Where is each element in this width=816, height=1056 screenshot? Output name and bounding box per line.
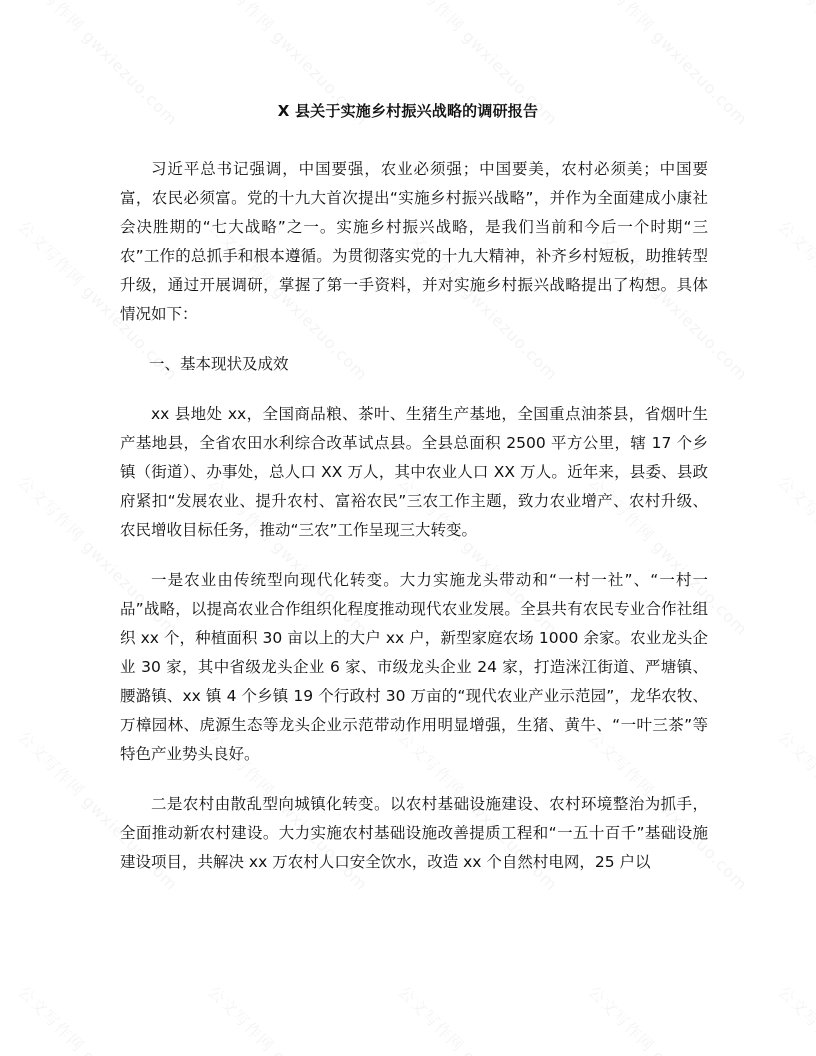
watermark-text	[394, 980, 564, 1056]
intro-paragraph: 习近平总书记强调，中国要强，农业必须强；中国要美，农村必须美；中国要富，农民必须富。党的十九大首次提出“实施乡村振兴战略”，并作为全面建成小康社会决胜期的“七大战略”之一。实施乡村振兴战略，是我们当前和今后一个时期“三农”工作的总抓手和根本遵循。为贯彻落实党的十九大精神，补齐乡村短板，助推转型升级，通过开展调研，掌握了第一手资料，并对实施乡村振兴战略提出了构想。具体情况如下：	[120, 160, 708, 323]
section-heading: 一、基本现状及成效	[149, 355, 289, 373]
agriculture-paragraph: 一是农业由传统型向现代化转变。大力实施龙头带动和“一村一社”、“一村一品”战略，以提高农业合作组织化程度推动现代农业发展。全县共有农民专业合作社组织 xx 个，种植面积 30 亩以上的大户 xx 户，新型家庭农场 1000 余家。农业龙头企业 30 家，其中省级龙头企业 6 家、市级龙头企业 24 家，打造洣江街道、严塘镇、腰潞镇、xx 镇 4 个乡镇 19 个行政村 30 万亩的“现代农业产业示范园”，龙华农牧、万樟园林、虎源生态等龙头企业示范带动作用明显增强，生猪、黄牛、“一叶三茶”等特色产业势头良好。	[120, 571, 708, 763]
rural-paragraph: 二是农村由散乱型向城镇化转变。以农村基础设施建设、农村环境整治为抓手，全面推动新农村建设。大力实施农村基础设施改善提质工程和“一五十百千”基础设施建设项目，共解决 xx 万农村人口安全饮水，改造 xx 个自然村电网，25 户以	[120, 795, 708, 871]
watermark-text	[204, 980, 374, 1056]
county-overview-paragraph: xx 县地处 xx，全国商品粮、茶叶、生猪生产基地，全国重点油茶县，省烟叶生产基地县，全省农田水利综合改革试点县。全县总面积 2500 平方公里，辖 17 个乡镇（街道）、办事处，总人口 XX 万人，其中农业人口 XX 万人。近年来，县委、县政府紧扣“发展农业、提升农村、富裕农民”三农工作主题，致力农业增产、农村升级、农民增收目标任务，推动“三农”工作呈现三大转变。	[120, 405, 708, 539]
document-title: X 县关于实施乡村振兴战略的调研报告	[277, 102, 539, 120]
watermark-text	[774, 725, 816, 895]
watermark-text	[774, 215, 816, 385]
watermark-text	[584, 980, 754, 1056]
watermark-text	[774, 980, 816, 1056]
watermark-text	[774, 470, 816, 640]
document-body	[120, 155, 708, 898]
watermark-text	[14, 980, 184, 1056]
